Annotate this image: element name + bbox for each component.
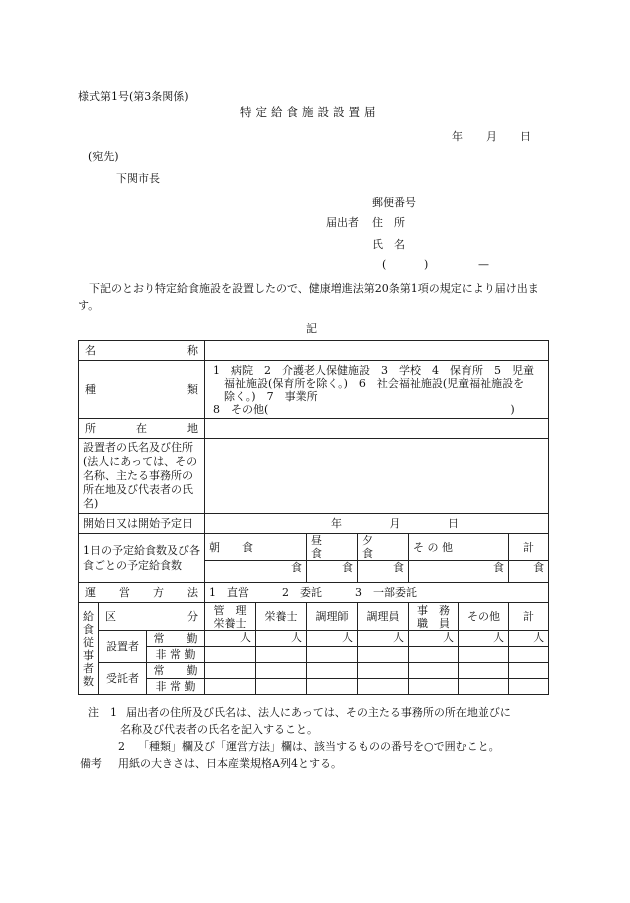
start-day: 日 xyxy=(448,517,460,530)
start-date-label: 開始日又は開始予定日 xyxy=(79,514,205,534)
phone-open: ( xyxy=(382,258,387,271)
staff-head-clerk: 事 務職 員 xyxy=(409,603,459,631)
address-label: 住 所 xyxy=(372,216,405,229)
name-label-cell: 名 称 xyxy=(79,341,205,361)
row-founder xyxy=(79,439,549,514)
row-founder-parttime xyxy=(79,647,549,663)
row-name xyxy=(79,341,549,361)
addressee: 下関市長 xyxy=(116,172,160,185)
body-text: 下記のとおり特定給食施設を設置したので、健康増進法第20条第1項の規定により届け出ます。 xyxy=(78,282,539,312)
fulltime-label: 常 勤 xyxy=(147,631,205,647)
row-type xyxy=(79,361,549,419)
staff-head-kitchen: 調理員 xyxy=(358,603,409,631)
row-founder-fulltime xyxy=(79,631,549,647)
date-day: 日 xyxy=(520,130,531,143)
operation-label-cell: 運 営 方 法 xyxy=(79,583,205,603)
date-month: 月 xyxy=(486,130,497,143)
staff-cell[interactable] xyxy=(205,663,256,679)
staff-cell[interactable]: 人 xyxy=(459,631,509,647)
notes-section xyxy=(80,704,511,772)
row-location xyxy=(79,419,549,439)
staff-cell[interactable] xyxy=(358,647,409,663)
staff-cell[interactable] xyxy=(256,679,307,695)
name-input-cell[interactable] xyxy=(205,341,549,361)
contractor-row-label: 受託者 xyxy=(99,663,147,695)
note-2-number: 2 xyxy=(118,740,125,753)
staff-cell[interactable] xyxy=(409,663,459,679)
staff-cell[interactable]: 人 xyxy=(205,631,256,647)
location-input-cell[interactable] xyxy=(205,419,549,439)
meal-head-total: 計 xyxy=(509,534,549,561)
type-option-line: 除く。) 7 事業所 xyxy=(224,389,318,403)
type-option-line: 福祉施設(保育所を除く。) 6 社会福祉施設(児童福祉施設を xyxy=(224,376,525,390)
note-1-text: 届出者の住所及び氏名は、法人にあっては、その主たる事務所の所在地並びに xyxy=(126,706,511,719)
meal-head-breakfast: 朝 食 xyxy=(205,534,307,561)
type-option-line: 1 病院 2 介護老人保健施設 3 学校 4 保育所 5 児童 xyxy=(213,363,535,377)
row-contractor-fulltime xyxy=(79,663,549,679)
staff-cell[interactable] xyxy=(307,647,358,663)
staff-cell[interactable]: 人 xyxy=(509,631,549,647)
staff-cell[interactable] xyxy=(358,663,409,679)
type-options-cell[interactable] xyxy=(205,361,549,419)
note-1-number: 1 xyxy=(110,706,117,719)
meal-head-other: そ の 他 xyxy=(409,534,509,561)
start-month: 月 xyxy=(389,517,401,530)
phone-dash: — xyxy=(478,258,489,271)
meal-head-lunch: 昼 食 xyxy=(307,534,358,561)
row-meals-head xyxy=(79,534,549,561)
note-1 xyxy=(88,704,511,721)
staff-cell[interactable] xyxy=(459,647,509,663)
staff-section-label: 給 食 従 事 者 数 xyxy=(79,603,99,695)
meal-breakfast-value[interactable]: 食 xyxy=(205,561,307,583)
staff-cell[interactable] xyxy=(409,679,459,695)
division-label-cell: 区 分 xyxy=(99,603,205,631)
staff-cell[interactable]: 人 xyxy=(307,631,358,647)
staff-head-other: その他 xyxy=(459,603,509,631)
phone-close: ) xyxy=(424,258,429,271)
operation-options-cell[interactable]: 1 直営 2 委託 3 一部委託 xyxy=(205,583,549,603)
staff-cell[interactable] xyxy=(256,647,307,663)
addressee-prefix: (宛先) xyxy=(88,150,119,163)
meals-label-cell: 1日の予定給食数及び各食ごとの予定給食数 xyxy=(79,534,205,583)
staff-cell[interactable] xyxy=(307,679,358,695)
remark-text: 用紙の大きさは、日本産業規格A列4とする。 xyxy=(118,757,342,770)
note-1-continued: 名称及び代表者の氏名を記入すること。 xyxy=(120,723,318,736)
founder-row-label: 設置者 xyxy=(99,631,147,663)
meal-other-value[interactable]: 食 xyxy=(409,561,509,583)
date-year: 年 xyxy=(452,130,463,143)
location-label-cell: 所 在 地 xyxy=(79,419,205,439)
document-title: 特定給食施設設置届 xyxy=(240,105,380,119)
founder-label-cell: 設置者の氏名及び住所(法人にあっては、その名称、主たる事務所の所在地及び代表者の氏名) xyxy=(79,439,205,514)
staff-cell[interactable]: 人 xyxy=(256,631,307,647)
staff-cell[interactable] xyxy=(358,679,409,695)
staff-head-cook: 調理師 xyxy=(307,603,358,631)
staff-cell[interactable] xyxy=(509,679,549,695)
remark-label: 備考 xyxy=(80,757,102,770)
postal-code-label: 郵便番号 xyxy=(372,196,416,209)
staff-cell[interactable]: 人 xyxy=(409,631,459,647)
staff-cell[interactable] xyxy=(256,663,307,679)
staff-cell[interactable] xyxy=(205,679,256,695)
staff-head-total: 計 xyxy=(509,603,549,631)
facility-form-table xyxy=(78,340,549,695)
parttime-label: 非 常 勤 xyxy=(147,647,205,663)
parttime-label: 非 常 勤 xyxy=(147,679,205,695)
staff-cell[interactable]: 人 xyxy=(358,631,409,647)
row-contractor-parttime xyxy=(79,679,549,695)
meal-total-value[interactable]: 食 xyxy=(509,561,549,583)
staff-cell[interactable] xyxy=(509,647,549,663)
name-label: 氏 名 xyxy=(372,238,405,251)
note-2-text: 「種類」欄及び「運営方法」欄は、該当するものの番号を○で囲むこと。 xyxy=(138,740,500,753)
staff-cell[interactable] xyxy=(459,663,509,679)
form-number: 様式第1号(第3条関係) xyxy=(78,90,189,103)
start-date-cell[interactable] xyxy=(205,514,549,534)
meal-dinner-value[interactable]: 食 xyxy=(358,561,409,583)
meal-head-dinner: 夕 食 xyxy=(358,534,409,561)
type-option-line: 8 その他( ) xyxy=(213,402,515,416)
staff-head-reg-dietitian: 管 理栄養士 xyxy=(205,603,256,631)
record-mark: 記 xyxy=(306,322,317,335)
staff-cell[interactable] xyxy=(205,647,256,663)
row-operation xyxy=(79,583,549,603)
staff-cell[interactable] xyxy=(459,679,509,695)
fulltime-label: 常 勤 xyxy=(147,663,205,679)
meal-lunch-value[interactable]: 食 xyxy=(307,561,358,583)
applicant-label: 届出者 xyxy=(326,216,359,229)
type-label-cell: 種 類 xyxy=(79,361,205,419)
row-staff-head xyxy=(79,603,549,631)
staff-cell[interactable] xyxy=(307,663,358,679)
note-label: 注 xyxy=(88,706,99,719)
row-start-date xyxy=(79,514,549,534)
start-year: 年 xyxy=(331,517,343,530)
note-2 xyxy=(88,738,511,755)
staff-cell[interactable] xyxy=(409,647,459,663)
remark xyxy=(80,755,511,772)
founder-input-cell[interactable] xyxy=(205,439,549,514)
staff-head-dietitian: 栄養士 xyxy=(256,603,307,631)
staff-cell[interactable] xyxy=(509,663,549,679)
